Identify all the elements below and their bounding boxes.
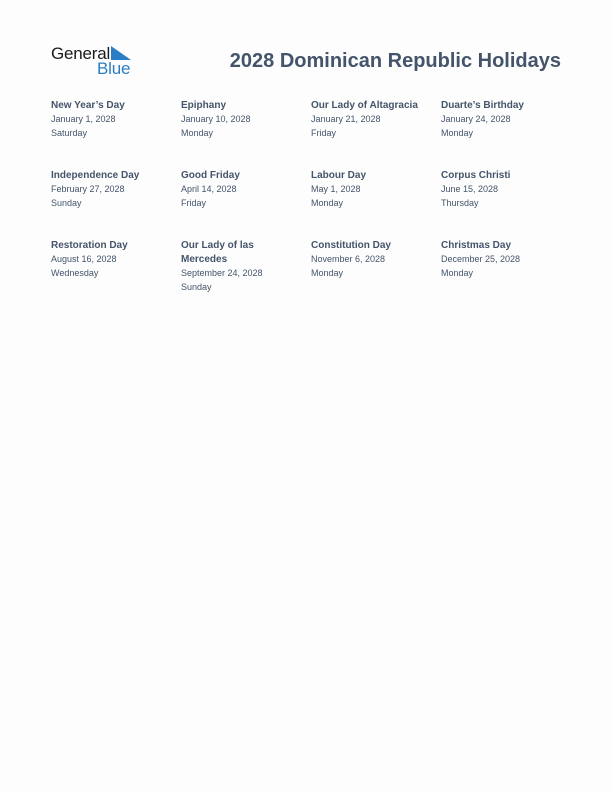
holiday-name: Labour Day: [311, 170, 367, 181]
holiday-date: May 1, 2028: [311, 184, 361, 194]
holiday-name: New Year’s Day: [51, 100, 125, 111]
holiday-name: Epiphany: [181, 100, 227, 111]
holiday-item: [51, 168, 171, 210]
logo-text-general: General: [51, 44, 111, 63]
holiday-item: [311, 98, 431, 140]
holiday-item: [51, 98, 171, 140]
holiday-name: Independence Day: [51, 170, 140, 181]
holiday-weekday: Saturday: [51, 127, 88, 138]
holiday-row: [51, 238, 571, 308]
holiday-date: June 15, 2028: [441, 184, 499, 194]
holiday-date: February 27, 2028: [51, 184, 125, 194]
holiday-date: January 10, 2028: [181, 114, 251, 124]
holiday-weekday: Wednesday: [51, 267, 99, 278]
holiday-name: Our Lady of Altagracia: [311, 100, 418, 111]
holiday-item: [181, 238, 301, 294]
page-title: 2028 Dominican Republic Holidays: [229, 50, 561, 72]
holiday-item: [441, 98, 561, 140]
holiday-row: [51, 168, 571, 238]
holiday-name: Corpus Christi: [441, 170, 511, 181]
holiday-item: [441, 168, 561, 210]
holiday-date: December 25, 2028: [441, 254, 521, 264]
holiday-weekday: Thursday: [441, 197, 479, 208]
holiday-name: Constitution Day: [311, 240, 391, 251]
holiday-weekday: Friday: [311, 127, 337, 138]
holiday-date: January 1, 2028: [51, 114, 116, 124]
holiday-weekday: Sunday: [51, 197, 82, 208]
holiday-name: Good Friday: [181, 170, 240, 181]
holiday-date: August 16, 2028: [51, 254, 117, 264]
holiday-weekday: Friday: [181, 197, 207, 208]
holiday-item: [441, 238, 561, 280]
holiday-item: [311, 168, 431, 210]
holiday-date: September 24, 2028: [181, 268, 263, 278]
holiday-name: Christmas Day: [441, 240, 512, 251]
holiday-date: January 21, 2028: [311, 114, 381, 124]
generalblue-logo: [51, 44, 141, 78]
logo-flag-icon: [111, 46, 131, 60]
holiday-row: [51, 98, 571, 168]
holiday-weekday: Sunday: [181, 281, 212, 292]
logo-text-blue: Blue: [97, 59, 131, 78]
holiday-date: April 14, 2028: [181, 184, 237, 194]
holiday-date: January 24, 2028: [441, 114, 511, 124]
holiday-weekday: Monday: [441, 267, 474, 278]
holiday-item: [311, 238, 431, 280]
holiday-name: Restoration Day: [51, 240, 128, 251]
holiday-item: [51, 238, 171, 280]
holiday-name: Our Lady of las Mercedes: [181, 240, 254, 265]
holiday-weekday: Monday: [441, 127, 474, 138]
holiday-item: [181, 168, 301, 210]
holiday-weekday: Monday: [181, 127, 214, 138]
holiday-name: Duarte’s Birthday: [441, 100, 524, 111]
holiday-item: [181, 98, 301, 140]
holiday-weekday: Monday: [311, 267, 344, 278]
holiday-weekday: Monday: [311, 197, 344, 208]
holiday-date: November 6, 2028: [311, 254, 386, 264]
holiday-grid: [51, 98, 571, 308]
